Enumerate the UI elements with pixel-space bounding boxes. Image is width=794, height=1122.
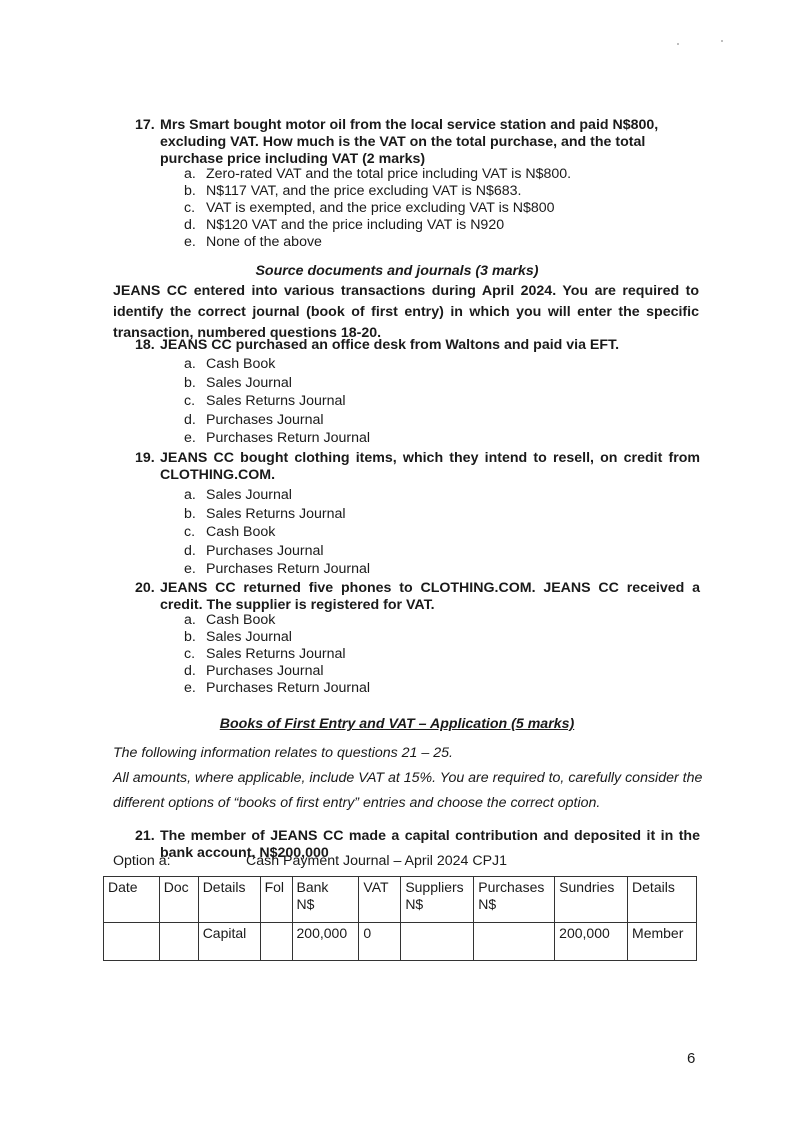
table-cell: 200,000 (555, 923, 628, 961)
question-stem-line: CLOTHING.COM. (160, 467, 276, 483)
option-letter: d. (184, 411, 196, 428)
option-letter: b. (184, 374, 196, 391)
page-number: 6 (687, 1050, 696, 1067)
header-cell: Bank N$ (292, 877, 359, 923)
question-17 (135, 117, 700, 168)
instruction-line: different options of “books of first entry” entries and choose the correct option. (113, 795, 601, 811)
option-text: Purchases Return Journal (206, 680, 371, 696)
table-cell: Capital (198, 923, 260, 961)
table-header-row (104, 877, 697, 923)
option-c (184, 646, 370, 663)
q19-options (184, 486, 370, 579)
option-text: None of the above (206, 234, 322, 250)
option-d (184, 663, 370, 680)
option-text: Sales Journal (206, 629, 292, 645)
section-heading: Books of First Entry and VAT – Application (5 marks) (219, 716, 575, 732)
option-a (184, 166, 571, 183)
journal-title: Cash Payment Journal – April 2024 CPJ1 (246, 853, 508, 869)
option-text: Cash Book (206, 356, 276, 372)
table-cell (474, 923, 555, 961)
option-text: VAT is exempted, and the price excluding VAT is N$800 (206, 200, 555, 216)
option-c (184, 523, 370, 542)
table-row (104, 923, 697, 961)
header-cell: Suppliers N$ (401, 877, 474, 923)
header-cell: Doc (159, 877, 198, 923)
option-c (184, 200, 571, 217)
option-b (184, 183, 571, 200)
header-cell: VAT (359, 877, 401, 923)
q17-options (184, 166, 571, 251)
option-letter: e. (184, 561, 196, 578)
header-cell: Fol (260, 877, 292, 923)
section-heading: Source documents and journals (3 marks) (255, 263, 539, 279)
question-20 (135, 580, 700, 614)
option-text: Sales Journal (206, 487, 292, 503)
option-text: Cash Book (206, 524, 276, 541)
scan-speck (721, 40, 723, 42)
option-letter: a. (184, 612, 196, 628)
option-letter: e. (184, 680, 196, 696)
option-letter: e. (184, 430, 196, 447)
intro-line: JEANS CC entered into various transactions during April 2024. You are required to (113, 283, 699, 299)
option-text: Purchases Journal (206, 542, 324, 559)
option-text: Sales Returns Journal (206, 505, 346, 522)
option-text: Zero-rated VAT and the total price including VAT is N$800. (206, 166, 572, 182)
question-stem-line: excluding VAT. How much is the VAT on the total purchase, and the total (160, 134, 646, 150)
option-text: Purchases Return Journal (206, 561, 371, 578)
option-label: Option a: (113, 853, 171, 869)
cash-payment-journal-table (103, 876, 697, 961)
question-stem-line: bank account, N$200,000 (160, 845, 329, 861)
option-text: Purchases Journal (206, 411, 324, 428)
question-stem-line: credit. The supplier is registered for VAT. (160, 597, 435, 613)
question-number: 17. (135, 117, 155, 133)
header-cell: Details (628, 877, 697, 923)
option-a (184, 355, 370, 374)
instruction-line: All amounts, where applicable, include VAT at 15%. You are required to, carefully consider the (113, 770, 703, 786)
option-c (184, 392, 370, 411)
question-number: 19. (135, 450, 155, 466)
question-stem-line: The member of JEANS CC made a capital contribution and deposited it in the (160, 828, 700, 844)
option-text: Sales Returns Journal (206, 646, 346, 662)
option-text: Sales Journal (206, 374, 292, 391)
header-cell: Date (104, 877, 160, 923)
option-letter: c. (184, 646, 196, 662)
option-b (184, 629, 370, 646)
header-cell: Purchases N$ (474, 877, 555, 923)
q20-options (184, 612, 370, 697)
option-e (184, 680, 370, 697)
question-stem-line: purchase price including VAT (2 marks) (160, 151, 426, 167)
option-letter: d. (184, 663, 196, 679)
question-stem-line: JEANS CC returned five phones to CLOTHING.COM. JEANS CC received a (160, 580, 700, 596)
question-stem-line: Mrs Smart bought motor oil from the local service station and paid N$800, (160, 117, 659, 133)
table-cell: Member (628, 923, 697, 961)
option-text: N$117 VAT, and the price excluding VAT is N$683. (206, 183, 522, 199)
intro-line: transaction, numbered questions 18-20. (113, 325, 382, 341)
instruction-line: The following information relates to questions 21 – 25. (113, 745, 453, 761)
option-b (184, 505, 370, 524)
question-number: 21. (135, 828, 155, 844)
question-number: 20. (135, 580, 155, 596)
question-number: 18. (135, 337, 155, 353)
option-e (184, 234, 571, 251)
option-text: Sales Returns Journal (206, 393, 346, 410)
option-letter: c. (184, 393, 196, 410)
option-d (184, 217, 571, 234)
table-cell: 200,000 (292, 923, 359, 961)
option-letter: a. (184, 166, 196, 182)
option-d (184, 411, 370, 430)
question-stem-line: JEANS CC purchased an office desk from Waltons and paid via EFT. (160, 337, 620, 353)
option-letter: a. (184, 356, 196, 372)
option-text: N$120 VAT and the price including VAT is N920 (206, 217, 505, 233)
intro-line: identify the correct journal (book of first entry) in which you will enter the specific (113, 304, 699, 320)
option-e (184, 429, 370, 448)
option-letter: d. (184, 217, 196, 233)
table-cell: 0 (359, 923, 401, 961)
option-text: Purchases Return Journal (206, 430, 371, 447)
q18-options (184, 355, 370, 448)
question-stem-line: JEANS CC bought clothing items, which they intend to resell, on credit from (160, 450, 700, 466)
option-letter: c. (184, 524, 196, 541)
section-intro (113, 281, 699, 344)
option-a (184, 486, 370, 505)
section-instructions (113, 741, 703, 816)
option-a (184, 612, 370, 629)
table-cell (401, 923, 474, 961)
option-letter: e. (184, 234, 196, 250)
table-cell (260, 923, 292, 961)
table-cell (159, 923, 198, 961)
option-letter: b. (184, 629, 196, 645)
option-letter: d. (184, 542, 196, 559)
option-text: Purchases Journal (206, 663, 324, 679)
option-e (184, 560, 370, 579)
option-letter: b. (184, 505, 196, 522)
option-letter: c. (184, 200, 196, 216)
header-cell: Details (198, 877, 260, 923)
option-b (184, 374, 370, 393)
question-19 (135, 450, 700, 484)
question-18 (135, 337, 700, 354)
option-text: Cash Book (206, 612, 276, 628)
option-d (184, 542, 370, 561)
scan-speck (677, 43, 679, 45)
option-letter: a. (184, 487, 196, 503)
option-letter: b. (184, 183, 196, 199)
table-cell (104, 923, 160, 961)
header-cell: Sundries (555, 877, 628, 923)
